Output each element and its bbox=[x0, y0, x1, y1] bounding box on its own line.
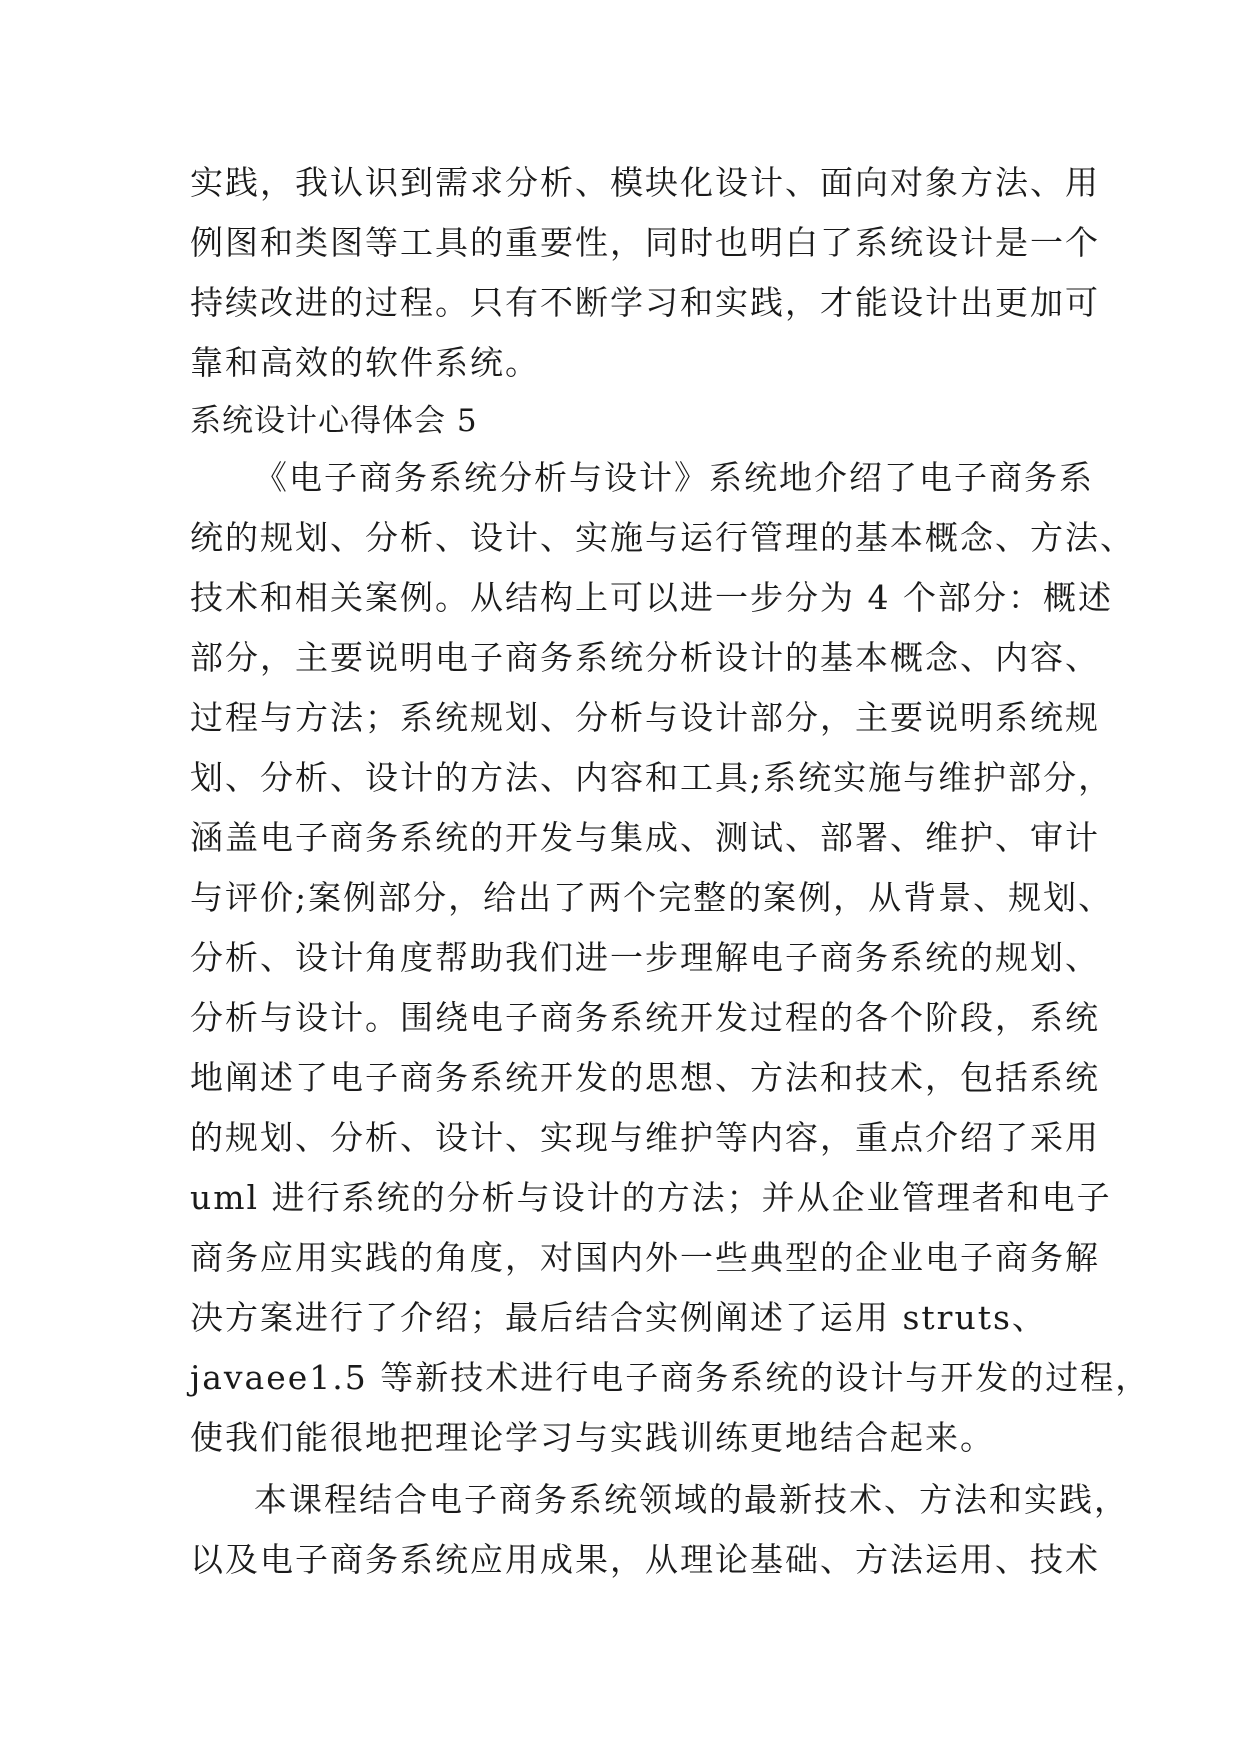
text-line: 过程与方法；系统规划、分析与设计部分，主要说明系统规 bbox=[190, 698, 1100, 737]
text-line: 与评价;案例部分，给出了两个完整的案例，从背景、规划、 bbox=[190, 878, 1114, 917]
text-line: uml 进行系统的分析与设计的方法；并从企业管理者和电子 bbox=[190, 1178, 1112, 1217]
text-line: 地阐述了电子商务系统开发的思想、方法和技术，包括系统 bbox=[190, 1058, 1100, 1097]
text-line: 实践，我认识到需求分析、模块化设计、面向对象方法、用 bbox=[190, 163, 1100, 202]
text-line: 使我们能很地把理论学习与实践训练更地结合起来。 bbox=[190, 1418, 995, 1457]
text-line: 统的规划、分析、设计、实施与运行管理的基本概念、方法、 bbox=[190, 518, 1135, 557]
text-line: 《电子商务系统分析与设计》系统地介绍了电子商务系 bbox=[254, 458, 1094, 497]
text-line: 例图和类图等工具的重要性，同时也明白了系统设计是一个 bbox=[190, 223, 1100, 262]
text-line: 分析、设计角度帮助我们进一步理解电子商务系统的规划、 bbox=[190, 938, 1100, 977]
text-line: 以及电子商务系统应用成果，从理论基础、方法运用、技术 bbox=[190, 1540, 1100, 1579]
text-line: 的规划、分析、设计、实现与维护等内容，重点介绍了采用 bbox=[190, 1118, 1100, 1157]
text-line: 持续改进的过程。只有不断学习和实践，才能设计出更加可 bbox=[190, 283, 1100, 322]
section-heading: 系统设计心得体会 5 bbox=[190, 403, 478, 439]
text-line: 本课程结合电子商务系统领域的最新技术、方法和实践， bbox=[254, 1480, 1129, 1519]
text-line: 分析与设计。围绕电子商务系统开发过程的各个阶段，系统 bbox=[190, 998, 1100, 1037]
text-line: javaee1.5 等新技术进行电子商务系统的设计与开发的过程， bbox=[190, 1358, 1151, 1397]
text-line: 技术和相关案例。从结构上可以进一步分为 4 个部分：概述 bbox=[190, 578, 1113, 617]
text-line: 部分，主要说明电子商务系统分析设计的基本概念、内容、 bbox=[190, 638, 1100, 677]
text-line: 划、分析、设计的方法、内容和工具;系统实施与维护部分， bbox=[190, 758, 1114, 797]
text-line: 靠和高效的软件系统。 bbox=[190, 343, 540, 382]
text-line: 决方案进行了介绍；最后结合实例阐述了运用 struts、 bbox=[190, 1298, 1047, 1337]
text-line: 涵盖电子商务系统的开发与集成、测试、部署、维护、审计 bbox=[190, 818, 1100, 857]
text-line: 商务应用实践的角度，对国内外一些典型的企业电子商务解 bbox=[190, 1238, 1100, 1277]
